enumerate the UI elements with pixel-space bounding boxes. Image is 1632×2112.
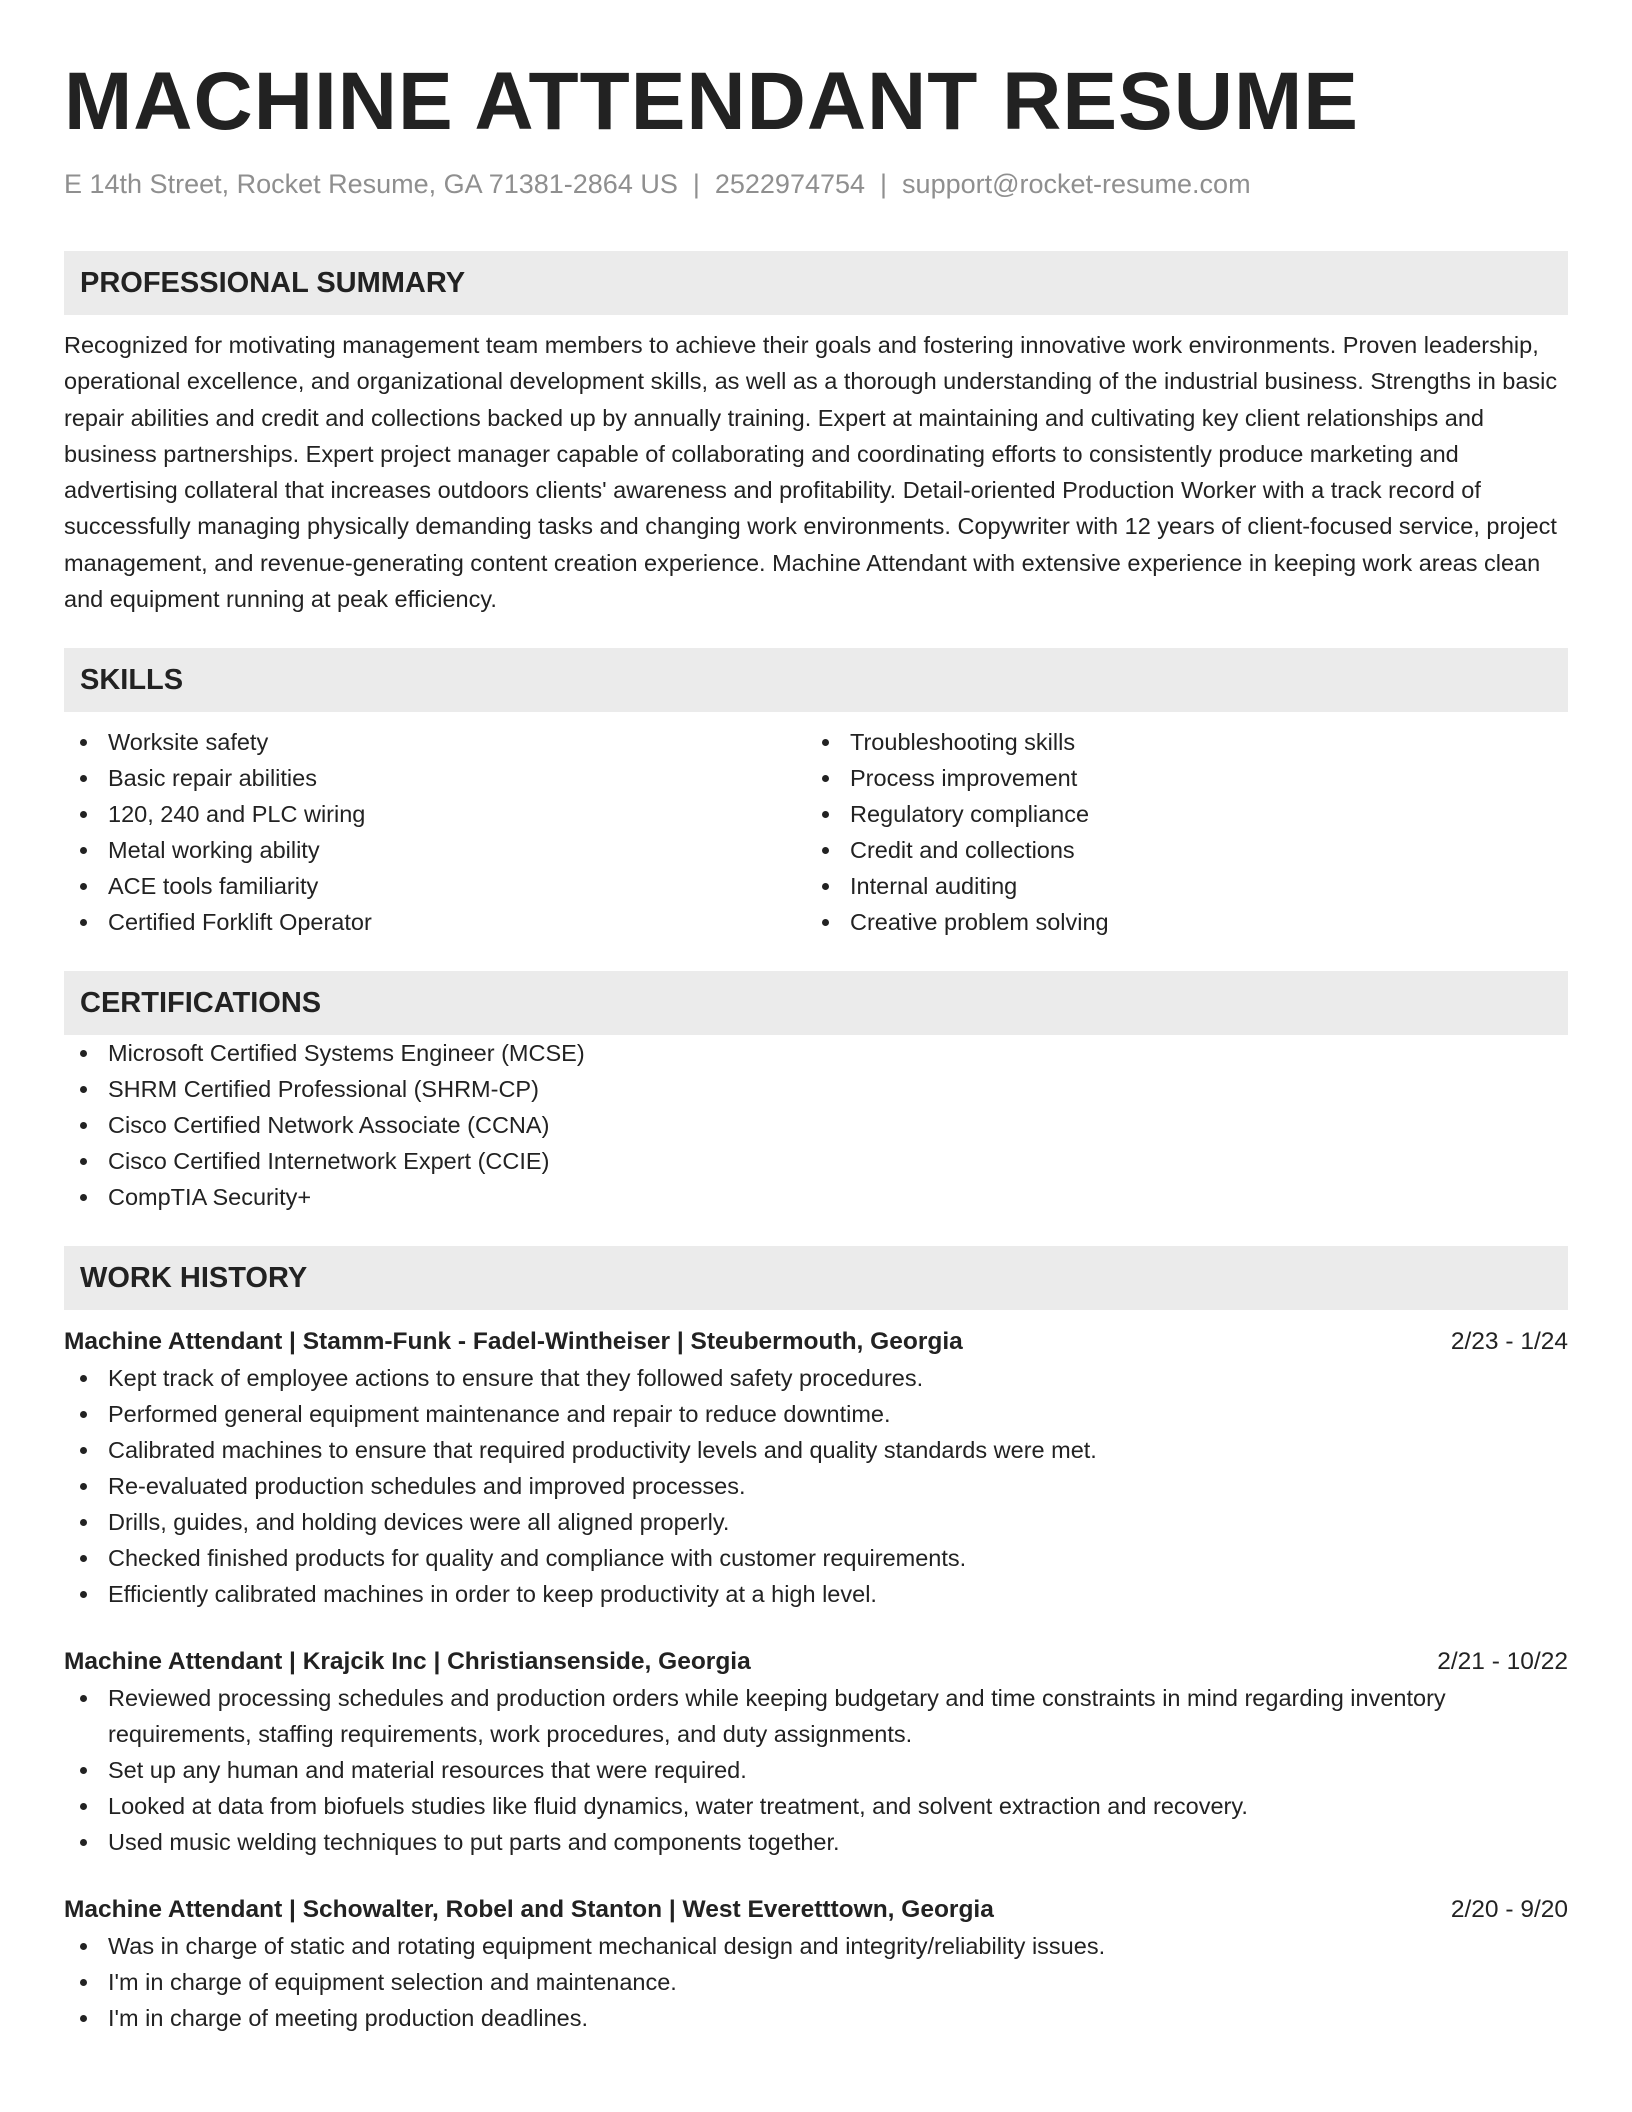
certification-item: SHRM Certified Professional (SHRM-CP) [64,1071,1568,1107]
job-dates: 2/21 - 10/22 [1437,1648,1568,1676]
skill-item: Regulatory compliance [806,796,1548,832]
skill-item: Process improvement [806,760,1548,796]
work-history-heading: WORK HISTORY [64,1246,1568,1310]
job-header [64,1892,1568,1928]
job-duty-item: Kept track of employee actions to ensure that they followed safety procedures. [64,1360,1568,1396]
certification-item: CompTIA Security+ [64,1179,1568,1215]
skills-heading: SKILLS [64,648,1568,712]
skill-item: 120, 240 and PLC wiring [64,796,806,832]
contact-phone: 2522974754 [714,169,866,199]
job-duties [64,1360,1568,1612]
contact-line [64,164,1568,204]
job-duty-item: I'm in charge of equipment selection and maintenance. [64,1964,1568,2000]
job-duties [64,1928,1568,2036]
job-duty-item: Efficiently calibrated machines in order to keep productivity at a high level. [64,1576,1568,1612]
job-duty-item: Checked finished products for quality and compliance with customer requirements. [64,1540,1568,1576]
skills-column-right [806,724,1548,940]
job-title: Machine Attendant | Krajcik Inc | Christiansenside, Georgia [64,1648,751,1676]
job-dates: 2/20 - 9/20 [1450,1896,1568,1924]
skill-item: Creative problem solving [806,904,1548,940]
skill-item: Troubleshooting skills [806,724,1548,760]
job-duty-item: I'm in charge of meeting production deadlines. [64,2000,1568,2036]
summary-heading: PROFESSIONAL SUMMARY [64,251,1568,315]
certifications-heading: CERTIFICATIONS [64,971,1568,1035]
contact-separator: | [692,169,700,199]
skill-item: ACE tools familiarity [64,868,806,904]
job-duty-item: Used music welding techniques to put parts and components together. [64,1824,1568,1860]
skill-item: Worksite safety [64,724,806,760]
resume-page [64,50,1568,2036]
job-duty-item: Looked at data from biofuels studies like fluid dynamics, water treatment, and solvent extraction and recovery. [64,1788,1568,1824]
skill-item: Certified Forklift Operator [64,904,806,940]
certification-item: Microsoft Certified Systems Engineer (MCSE) [64,1035,1568,1071]
job-entry [64,1892,1568,2036]
skills-column-left [64,724,806,940]
job-entry [64,1644,1568,1860]
job-header [64,1644,1568,1680]
job-duty-item: Reviewed processing schedules and production orders while keeping budgetary and time constraints in mind regarding inventory requirements, staffing requirements, work procedures, and duty assignments. [64,1680,1568,1752]
job-duty-item: Drills, guides, and holding devices were all aligned properly. [64,1504,1568,1540]
job-duty-item: Re-evaluated production schedules and improved processes. [64,1468,1568,1504]
job-title: Machine Attendant | Stamm-Funk - Fadel-Wintheiser | Steubermouth, Georgia [64,1328,963,1356]
certification-item: Cisco Certified Network Associate (CCNA) [64,1107,1568,1143]
certification-item: Cisco Certified Internetwork Expert (CCIE) [64,1143,1568,1179]
job-duty-item: Was in charge of static and rotating equipment mechanical design and integrity/reliability issues. [64,1928,1568,1964]
job-duties [64,1680,1568,1860]
job-duty-item: Set up any human and material resources that were required. [64,1752,1568,1788]
job-dates: 2/23 - 1/24 [1450,1328,1568,1356]
skill-item: Credit and collections [806,832,1548,868]
job-header [64,1324,1568,1360]
summary-text: Recognized for motivating management team members to achieve their goals and fostering innovative work environments. Proven leadership, operational excellence, and organizational development skills, as well as a thorough understanding of the industrial business. Strengths in basic repair abilities and credit and collections backed up by annually training. Expert at maintaining and cultivating key client relationships and business partnerships. Expert project manager capable of collaborating and coordinating efforts to consistently produce marketing and advertising collateral that increases outdoors clients' awareness and profitability. Detail-oriented Production Worker with a track record of successfully managing physically demanding tasks and changing work environments. Copywriter with 12 years of client-focused service, project management, and revenue-generating content creation experience. Machine Attendant with extensive experience in keeping work areas clean and equipment running at peak efficiency. [64,332,1558,613]
job-entry [64,1324,1568,1612]
skills-list [64,724,1568,940]
contact-address: E 14th Street, Rocket Resume, GA 71381-2864 US [64,169,678,199]
skill-item: Internal auditing [806,868,1548,904]
job-duty-item: Calibrated machines to ensure that required productivity levels and quality standards were met. [64,1432,1568,1468]
job-duty-item: Performed general equipment maintenance and repair to reduce downtime. [64,1396,1568,1432]
contact-email: support@rocket-resume.com [902,169,1251,199]
job-title: Machine Attendant | Schowalter, Robel and Stanton | West Everetttown, Georgia [64,1896,994,1924]
skill-item: Basic repair abilities [64,760,806,796]
resume-title: MACHINE ATTENDANT RESUME [64,56,1359,147]
skill-item: Metal working ability [64,832,806,868]
certifications-list [64,1035,1568,1215]
contact-separator: | [880,169,888,199]
